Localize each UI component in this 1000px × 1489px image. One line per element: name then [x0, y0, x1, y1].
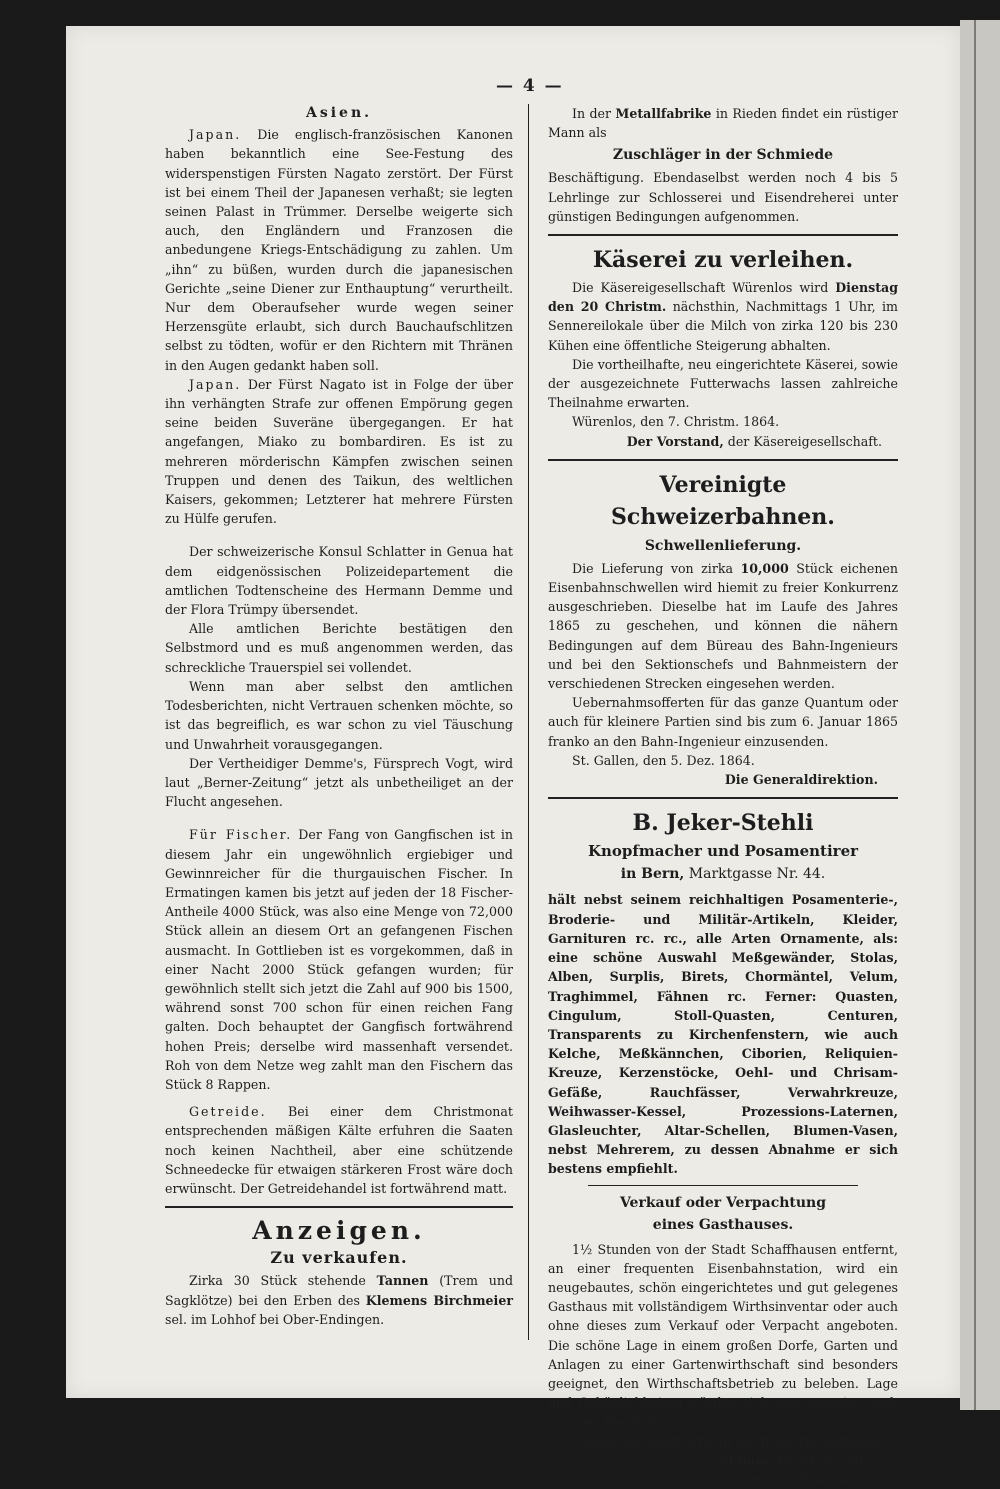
kaeserei-text-c: Die vortheilhafte, neu eingerichtete Käserei, sowie der ausgezeichnete Futterwachs lassen zahlreiche Theilnahme erwarten. [548, 356, 898, 411]
konsul-paragraph: Der schweizerische Konsul Schlatter in Genua hat dem eidgenössischen Polizeidepartement die amtlichen Todtenscheine des Hermann Demme und der Flora Trümpy übersendet. [165, 544, 513, 618]
schwellenlieferung-heading: Schwellenlieferung. [644, 537, 802, 554]
jeker-text: hält nebst seinem reichhaltigen Posamenterie-, Broderie- und Militär-Artikeln, Kleider, Garnituren rc. rc., alle Arten Ornamente, als: eine schöne Auswahl Meßgewänder, Stolas, Alben, Surplis, Birets, Chormäntel, Velum, Traghimmel, Fähnen rc. Ferner: Quasten, Cingulum, Stoll-Quasten, Centuren, Transparents zu Kirchenfenstern, wie auch Kelche, Meßkännchen, Ciborien, Reliquien-Kreuze, Kerzenstöcke, Oehl- und Chrisam-Gefäße, Rauchfässer, Verwahrkreuze, Weihwasser-Kessel, Prozessions-Laternen, Glasleuchter, Altar-Schellen, Blumen-Vasen, nebst Mehrerem, zu dessen Abnahme er sich bestens empfiehlt. [548, 892, 898, 1177]
japan-article-1 [165, 125, 513, 375]
japan-lead-2: Japan. [189, 376, 242, 392]
adjacent-page-edge [960, 20, 1000, 1410]
metall-text-a: In der [572, 106, 612, 121]
zuschlaeger-heading: Zuschläger in der Schmiede [612, 147, 834, 164]
column-divider [528, 104, 529, 1340]
tannen-ad-bold-a: Tannen [376, 1273, 429, 1289]
getreide-lead: Getreide. [189, 1104, 267, 1120]
bahn-place: St. Gallen, den 5. Dez. 1864. [572, 752, 755, 768]
jeker-city: in Bern, [620, 866, 685, 883]
berichte-paragraph: Alle amtlichen Berichte bestätigen den Selbstmord und es muß angenommen werden, das schreckliche Trauerspiel sei vollendet. [165, 621, 513, 675]
bahn-ad [548, 559, 898, 693]
kaeserei-date: Dienstag den 20 Christm. [548, 280, 898, 315]
jeker-subheading: Knopfmacher und Posamentirer [587, 842, 859, 861]
bahn-text-a: Die Lieferung von zirka [572, 560, 733, 576]
ad-rule-4 [588, 1185, 858, 1186]
jeker-heading: B. Jeker-Stehli [632, 810, 814, 837]
gasthaus-signature [548, 1451, 898, 1470]
schweizerbahnen-heading: Vereinigte Schweizerbahnen. [611, 471, 835, 530]
fischer-article [165, 825, 513, 1094]
asien-heading: Asien. [305, 105, 373, 121]
bahn-text-c: Uebernahmsofferten für das ganze Quantum oder auch für kleinere Partien sind bis zum 6. Januar 1865 franko an den Bahn-Ingenieur einzusenden. [548, 695, 898, 749]
ad-rule-2 [548, 459, 898, 461]
gasthaus-sign-place: in Schaffhausen. [751, 1471, 858, 1487]
gasthaus-heading-1: Verkauf oder Verpachtung [619, 1194, 827, 1211]
ad-rule-1 [548, 234, 898, 236]
fischer-text: Der Fang von Gangfischen ist in diesem Jahr ein ungewöhnlich ergiebiger und Gewinnreicher für die thurgauischen Fischer. In Ermatingen kamen bis jetzt auf jeden der 18 Fischer-Antheile 4000 Stück, was also eine Menge von 72,000 Stück allein an diesem Ort an gefangenen Fischen ausmacht. In Gottlieben ist es vorgekommen, daß in einer Nacht 2000 Stück gefangen wurden; für gewöhnlich stellt sich jetzt die Zahl auf 900 bis 1500, während sonst 700 schon für einen reichen Fang galten. Doch behauptet der Gangfisch fortwährend hohen Preis; derselbe wird massenhaft versendet. Roh von dem Netze weg zahlt man den Fischern das Stück 8 Rappen. [165, 827, 513, 1092]
japan-text-2: Der Fürst Nagato ist in Folge der über ihn verhängten Strafe zur offenen Empörung gegen seine beiden Suveräne übergegangen. Er hat angefangen, Miako zu bombardiren. Es ist zu mehreren mörderischn Kämpfen zwischen seinen Truppen und denen des Taikun, des weltlichen Kaisers, gekommen; Letzterer hat mehrere Fürsten zu Hülfe gerufen. [165, 376, 513, 527]
metallfabrik-ad [548, 104, 898, 142]
tannen-ad-text-a: Zirka 30 Stück stehende [189, 1273, 366, 1289]
getreide-article [165, 1102, 513, 1198]
metall-bold: Metallfabrike [615, 106, 712, 121]
jeker-address [548, 865, 898, 884]
todesberichte-paragraph: Wenn man aber selbst den amtlichen Todesberichten, nicht Vertrauen schenken möchte, so ist das begreiflich, es war schon zu viel Täuschung und Unwahrheit vorausgegangen. [165, 678, 513, 752]
gasthaus-heading-2: eines Gasthauses. [652, 1216, 794, 1233]
metall-text-b: in Rieden findet ein rüstiger Mann als [548, 106, 898, 141]
kaeserei-text-a: Die Käsereigesellschaft Würenlos wird [572, 280, 829, 296]
gasthaus-text-b: Nähere Auskunft ertheilt auf frankirte Anfragen [572, 1433, 880, 1449]
gasthaus-text-a: 1½ Stunden von der Stadt Schaffhausen entfernt, an einer frequenten Eisenbahnstation, wird ein neugebautes, schön eingerichtetes und gut gelegenes Gasthaus mit vollständigem Wirthsinventar oder auch ohne dieses zum Verkauf oder Verpacht angeboten. Die schöne Lage in einem großen Dorfe, Garten und Anlagen zu einer Gartenwirthschaft sind besonders geeignet, den Wirthschaftsbetrieb zu beleben. Lage und Gebäulichkeiten würden sich vorzugsweise auch zu einer Bierbrauerei eignen. [548, 1241, 898, 1430]
ad-rule-3 [548, 797, 898, 799]
tannen-ad-text-b: (Trem und Sagklötze) bei den Erben des [165, 1273, 514, 1308]
gasthaus-sign-text: Rechtsanwalt, [777, 1452, 868, 1468]
page-number: — 4 — [496, 76, 564, 96]
getreide-text: Bei einer dem Christmonat entsprechenden mäßigen Kälte erfuhren die Saaten noch keinen Nachtheil, aber eine schützende Schneedecke für etwaigen stärkeren Frost wäre doch erwünscht. Der Getreidehandel ist fortwährend matt. [165, 1104, 513, 1196]
left-column [165, 102, 513, 1329]
bahn-signature [548, 770, 898, 789]
right-column [548, 104, 898, 1489]
tannen-ad [165, 1271, 513, 1329]
kaeserei-ad [548, 278, 898, 355]
kaeserei-text-b: nächsthin, Nachmittags 1 Uhr, im Sennereilokale über die Milch von zirka 120 bis 230 Kühen eine öffentliche Steigerung abhalten. [548, 299, 898, 353]
japan-lead-1: Japan. [189, 127, 242, 143]
kaeserei-sign-text: der Käsereigesellschaft. [727, 433, 882, 449]
bahn-text-b: Stück eichenen Eisenbahnschwellen wird hiemit zu freier Konkurrenz ausgeschrieben. Dieselbe hat im Laufe des Jahres 1865 zu geschehen, und können die nähern Bedingungen auf dem Büreau des Bahn-Ingenieurs und bei den Sektionschefs und Bahnmeistern der verschiedenen Strecken eingesehen werden. [548, 560, 898, 692]
kaeserei-signature [548, 432, 898, 451]
tannen-ad-bold-b: Klemens Birchmeier [365, 1292, 513, 1308]
kaeserei-place: Würenlos, den 7. Christm. 1864. [572, 414, 780, 430]
bahn-sign-bold: Die Generaldirektion. [724, 772, 878, 788]
section-rule [165, 1206, 513, 1208]
kaeserei-sign-bold: Der Vorstand, [626, 433, 724, 449]
japan-article-2 [165, 375, 513, 529]
anzeigen-heading: Anzeigen. [252, 1216, 426, 1246]
vertheidiger-paragraph: Der Vertheidiger Demme's, Fürsprech Vogt, wird laut „Berner-Zeitung“ jetzt als unbetheiliget an der Flucht angesehen. [165, 755, 513, 810]
japan-text-1: Die englisch-französischen Kanonen haben bekanntlich eine See-Festung des widerspenstigen Fürsten Nagato zerstört. Der Fürst ist bei einem Theil der Japanesen verhaßt; sie legten seinen Palast in Trümmer. Derselbe weigerte sich auch, den Engländern und Franzosen die anbedungene Kriegs-Entschädigung zu zahlen. Um „ihn“ zu büßen, wurden durch die japanesischen Gerichte „seine Diener zur Enthauptung“ verurtheilt. Nur dem Oberaufseher wurde wegen seiner Herzensgüte erlaubt, sich durch Bauchaufschlitzen selbst zu tödten, wofür er den Richtern mit Thränen in den Augen gedankt haben soll. [165, 127, 513, 373]
zu-verkaufen-heading: Zu verkaufen. [270, 1248, 408, 1268]
bahn-quantity: 10,000 [740, 560, 789, 576]
tannen-ad-text-c: sel. im Lohhof bei Ober-Endingen. [165, 1311, 385, 1327]
kaeserei-heading: Käserei zu verleihen. [592, 247, 854, 274]
gasthaus-sign-bold: Stamm, [719, 1452, 774, 1468]
jeker-street: Marktgasse Nr. 44. [688, 866, 826, 883]
metall-text-c: Beschäftigung. Ebendaselbst werden noch 4 bis 5 Lehrlinge zur Schlosserei und Eisendreherei unter günstigen Bedingungen aufgenommen. [548, 170, 898, 224]
fischer-lead: Für Fischer. [189, 827, 293, 843]
